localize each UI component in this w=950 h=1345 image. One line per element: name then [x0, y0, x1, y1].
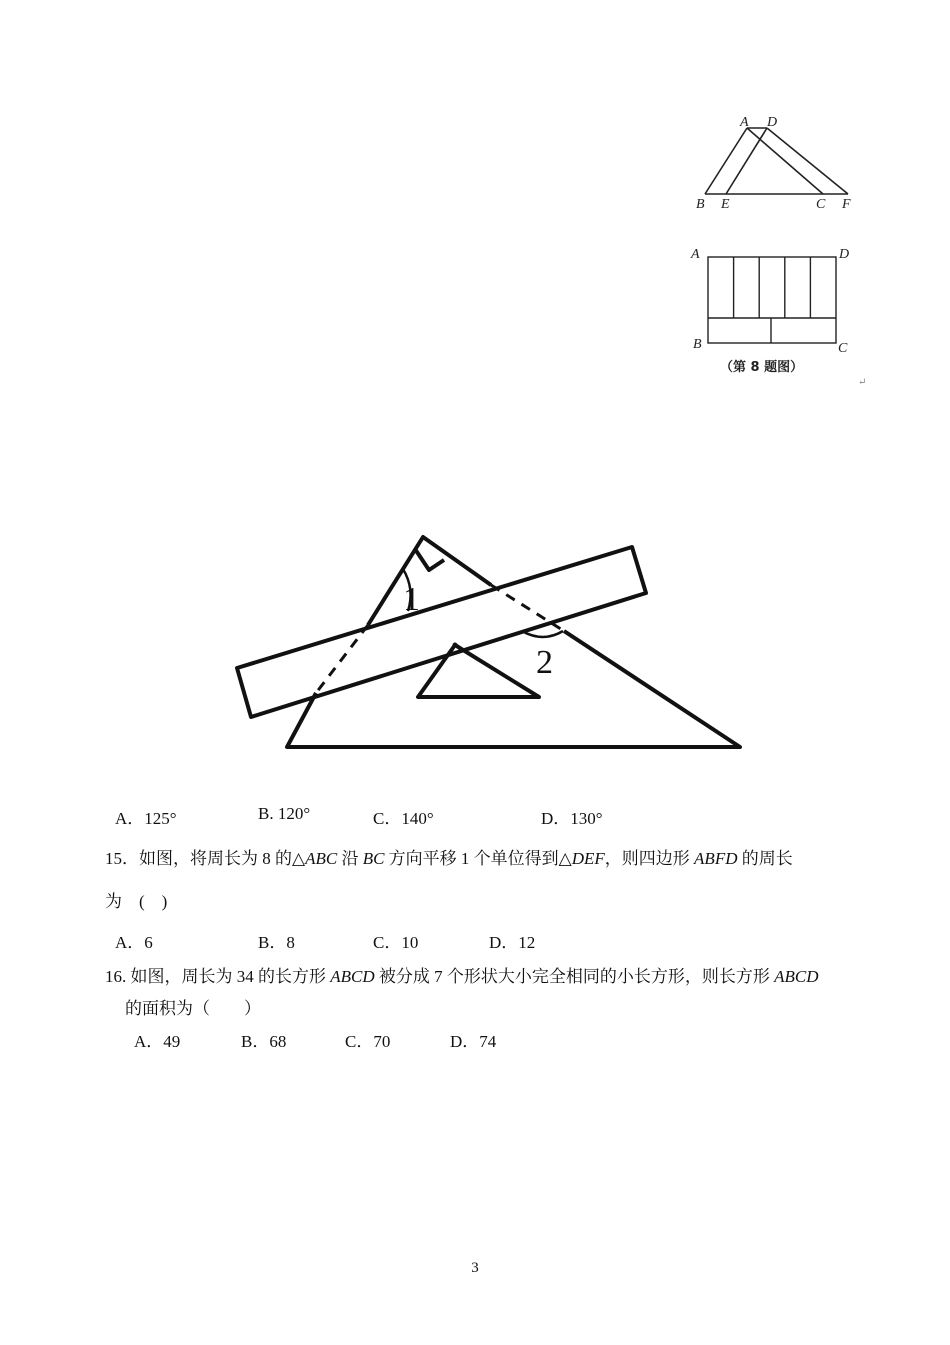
- q16-option-b[interactable]: B．68: [241, 1032, 287, 1051]
- figure-caption: （第 8 题图）: [720, 360, 804, 375]
- segment-df: [767, 128, 848, 194]
- page-number: 3: [471, 1260, 479, 1276]
- label-b: B: [693, 337, 702, 352]
- q16-option-d[interactable]: D．74: [450, 1032, 497, 1051]
- segment-de: [726, 128, 767, 194]
- q15-text: 15．如图，将周长为 8 的△ABC 沿 BC 方向平移 1 个单位得到△DEF，则四边形 ABFD 的周长: [105, 849, 793, 868]
- segment-ab: [705, 128, 747, 194]
- rectangle-abcd: [708, 257, 836, 343]
- label-f: F: [842, 197, 851, 212]
- q15-text-line2: 为 ( ): [105, 892, 168, 911]
- q14-option-c[interactable]: C．140°: [373, 809, 434, 828]
- translation-figure: [690, 110, 870, 215]
- q14-option-d[interactable]: D．130°: [541, 809, 603, 828]
- segment-ac: [747, 128, 823, 194]
- rectangle-figure: [688, 240, 873, 390]
- label-a: A: [691, 247, 700, 262]
- q15-option-d[interactable]: D．12: [489, 933, 536, 952]
- angle-figure: [225, 525, 755, 765]
- q14-option-b[interactable]: B. 120°: [258, 804, 311, 823]
- q15-option-a[interactable]: A．6: [115, 933, 153, 952]
- q16-option-a[interactable]: A．49: [134, 1032, 181, 1051]
- angle-2-label: 2: [536, 644, 553, 681]
- q15-number: 15．: [105, 849, 139, 868]
- paragraph-mark-icon: ↵: [858, 377, 867, 388]
- label-a: A: [740, 115, 749, 130]
- q15-option-c[interactable]: C．10: [373, 933, 419, 952]
- label-e: E: [721, 197, 730, 212]
- q16-text: 16. 如图，周长为 34 的长方形 ABCD 被分成 7 个形状大小完全相同的小长方形，则长方形 ABCD: [105, 967, 819, 986]
- label-d: D: [767, 115, 778, 130]
- q14-option-a[interactable]: A．125°: [115, 809, 177, 828]
- label-c: C: [816, 197, 826, 212]
- q15-option-b[interactable]: B．8: [258, 933, 295, 952]
- q16-text-line2: 的面积为（ ）: [125, 999, 261, 1018]
- q16-number: 16.: [105, 967, 127, 986]
- q16-option-c[interactable]: C．70: [345, 1032, 391, 1051]
- label-c: C: [838, 341, 848, 356]
- label-d: D: [839, 247, 850, 262]
- label-b: B: [696, 197, 705, 212]
- angle-1-label: 1: [403, 581, 420, 618]
